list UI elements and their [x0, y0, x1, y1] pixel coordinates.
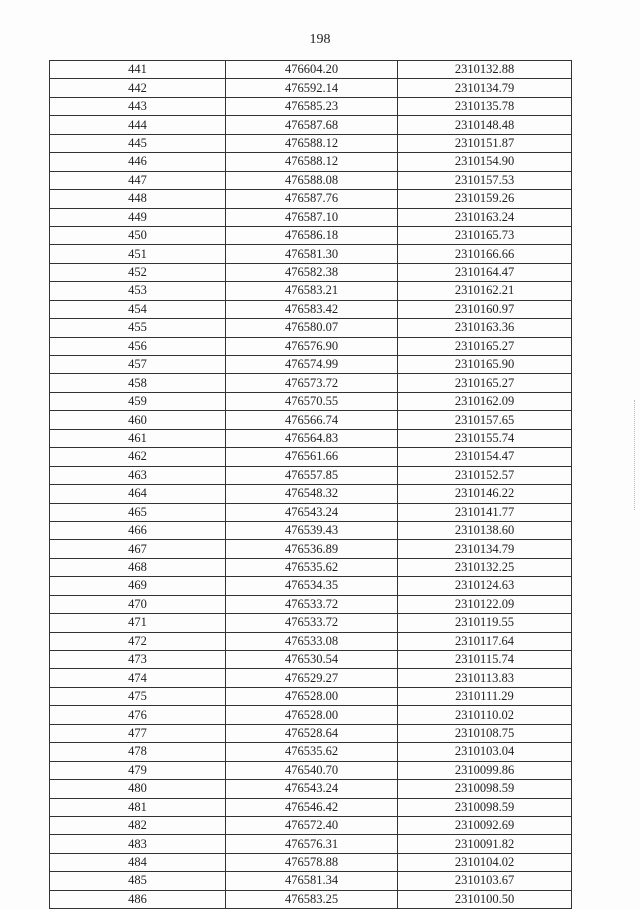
point-number-cell: 483: [50, 835, 226, 853]
point-number-cell: 447: [50, 171, 226, 189]
point-number-cell: 442: [50, 79, 226, 97]
y-coordinate-cell: 2310162.21: [398, 282, 572, 300]
point-number-cell: 486: [50, 890, 226, 908]
x-coordinate-cell: 476582.38: [226, 263, 398, 281]
table-row: [50, 485, 572, 503]
y-coordinate-cell: 2310111.29: [398, 687, 572, 705]
y-coordinate-cell: 2310151.87: [398, 134, 572, 152]
page-number: 198: [309, 32, 331, 47]
table-row: [50, 392, 572, 410]
point-number-cell: 445: [50, 134, 226, 152]
x-coordinate-cell: 476543.24: [226, 503, 398, 521]
y-coordinate-cell: 2310132.25: [398, 558, 572, 576]
x-coordinate-cell: 476588.12: [226, 153, 398, 171]
y-coordinate-cell: 2310165.90: [398, 356, 572, 374]
y-coordinate-cell: 2310160.97: [398, 300, 572, 318]
point-number-cell: 465: [50, 503, 226, 521]
table-row: [50, 521, 572, 539]
y-coordinate-cell: 2310115.74: [398, 651, 572, 669]
point-number-cell: 446: [50, 153, 226, 171]
table-row: [50, 632, 572, 650]
table-row: [50, 687, 572, 705]
y-coordinate-cell: 2310154.47: [398, 448, 572, 466]
x-coordinate-cell: 476586.18: [226, 226, 398, 244]
y-coordinate-cell: 2310134.79: [398, 79, 572, 97]
y-coordinate-cell: 2310166.66: [398, 245, 572, 263]
x-coordinate-cell: 476536.89: [226, 540, 398, 558]
point-number-cell: 441: [50, 61, 226, 79]
table-row: [50, 97, 572, 115]
x-coordinate-cell: 476588.12: [226, 134, 398, 152]
table-row: [50, 503, 572, 521]
point-number-cell: 484: [50, 853, 226, 871]
point-number-cell: 461: [50, 429, 226, 447]
y-coordinate-cell: 2310091.82: [398, 835, 572, 853]
y-coordinate-cell: 2310163.24: [398, 208, 572, 226]
x-coordinate-cell: 476543.24: [226, 780, 398, 798]
x-coordinate-cell: 476533.08: [226, 632, 398, 650]
y-coordinate-cell: 2310157.65: [398, 411, 572, 429]
x-coordinate-cell: 476548.32: [226, 485, 398, 503]
x-coordinate-cell: 476529.27: [226, 669, 398, 687]
point-number-cell: 472: [50, 632, 226, 650]
table-row: [50, 226, 572, 244]
y-coordinate-cell: 2310154.90: [398, 153, 572, 171]
table-row: [50, 79, 572, 97]
x-coordinate-cell: 476533.72: [226, 595, 398, 613]
coordinates-table: [49, 60, 572, 909]
y-coordinate-cell: 2310152.57: [398, 466, 572, 484]
table-row: [50, 595, 572, 613]
table-row: [50, 816, 572, 834]
table-row: [50, 890, 572, 908]
point-number-cell: 449: [50, 208, 226, 226]
table-row: [50, 208, 572, 226]
y-coordinate-cell: 2310141.77: [398, 503, 572, 521]
x-coordinate-cell: 476535.62: [226, 558, 398, 576]
table-row: [50, 780, 572, 798]
x-coordinate-cell: 476530.54: [226, 651, 398, 669]
point-number-cell: 478: [50, 743, 226, 761]
point-number-cell: 477: [50, 724, 226, 742]
point-number-cell: 470: [50, 595, 226, 613]
table-row: [50, 448, 572, 466]
y-coordinate-cell: 2310138.60: [398, 521, 572, 539]
point-number-cell: 456: [50, 337, 226, 355]
table-row: [50, 300, 572, 318]
x-coordinate-cell: 476528.00: [226, 687, 398, 705]
table-row: [50, 651, 572, 669]
y-coordinate-cell: 2310092.69: [398, 816, 572, 834]
x-coordinate-cell: 476533.72: [226, 614, 398, 632]
y-coordinate-cell: 2310134.79: [398, 540, 572, 558]
table-row: [50, 614, 572, 632]
y-coordinate-cell: 2310165.73: [398, 226, 572, 244]
x-coordinate-cell: 476561.66: [226, 448, 398, 466]
point-number-cell: 460: [50, 411, 226, 429]
y-coordinate-cell: 2310148.48: [398, 116, 572, 134]
x-coordinate-cell: 476539.43: [226, 521, 398, 539]
x-coordinate-cell: 476535.62: [226, 743, 398, 761]
x-coordinate-cell: 476546.42: [226, 798, 398, 816]
point-number-cell: 457: [50, 356, 226, 374]
point-number-cell: 443: [50, 97, 226, 115]
y-coordinate-cell: 2310122.09: [398, 595, 572, 613]
x-coordinate-cell: 476588.08: [226, 171, 398, 189]
table-row: [50, 411, 572, 429]
table-row: [50, 374, 572, 392]
y-coordinate-cell: 2310119.55: [398, 614, 572, 632]
table-row: [50, 835, 572, 853]
point-number-cell: 450: [50, 226, 226, 244]
table-row: [50, 558, 572, 576]
scan-edge-marks: [634, 400, 636, 510]
y-coordinate-cell: 2310135.78: [398, 97, 572, 115]
point-number-cell: 455: [50, 319, 226, 337]
point-number-cell: 467: [50, 540, 226, 558]
point-number-cell: 485: [50, 872, 226, 890]
table-row: [50, 669, 572, 687]
x-coordinate-cell: 476583.42: [226, 300, 398, 318]
point-number-cell: 459: [50, 392, 226, 410]
y-coordinate-cell: 2310110.02: [398, 706, 572, 724]
point-number-cell: 466: [50, 521, 226, 539]
point-number-cell: 458: [50, 374, 226, 392]
y-coordinate-cell: 2310117.64: [398, 632, 572, 650]
y-coordinate-cell: 2310155.74: [398, 429, 572, 447]
point-number-cell: 482: [50, 816, 226, 834]
x-coordinate-cell: 476580.07: [226, 319, 398, 337]
point-number-cell: 444: [50, 116, 226, 134]
table-row: [50, 337, 572, 355]
x-coordinate-cell: 476534.35: [226, 577, 398, 595]
y-coordinate-cell: 2310132.88: [398, 61, 572, 79]
y-coordinate-cell: 2310098.59: [398, 798, 572, 816]
table-row: [50, 153, 572, 171]
x-coordinate-cell: 476573.72: [226, 374, 398, 392]
x-coordinate-cell: 476557.85: [226, 466, 398, 484]
x-coordinate-cell: 476587.76: [226, 190, 398, 208]
point-number-cell: 468: [50, 558, 226, 576]
x-coordinate-cell: 476566.74: [226, 411, 398, 429]
y-coordinate-cell: 2310163.36: [398, 319, 572, 337]
point-number-cell: 462: [50, 448, 226, 466]
x-coordinate-cell: 476581.30: [226, 245, 398, 263]
table-row: [50, 706, 572, 724]
table-row: [50, 190, 572, 208]
table-row: [50, 319, 572, 337]
point-number-cell: 474: [50, 669, 226, 687]
point-number-cell: 481: [50, 798, 226, 816]
point-number-cell: 451: [50, 245, 226, 263]
table-row: [50, 540, 572, 558]
point-number-cell: 473: [50, 651, 226, 669]
table-row: [50, 134, 572, 152]
y-coordinate-cell: 2310146.22: [398, 485, 572, 503]
y-coordinate-cell: 2310159.26: [398, 190, 572, 208]
x-coordinate-cell: 476585.23: [226, 97, 398, 115]
point-number-cell: 469: [50, 577, 226, 595]
y-coordinate-cell: 2310100.50: [398, 890, 572, 908]
y-coordinate-cell: 2310113.83: [398, 669, 572, 687]
x-coordinate-cell: 476576.90: [226, 337, 398, 355]
x-coordinate-cell: 476576.31: [226, 835, 398, 853]
point-number-cell: 453: [50, 282, 226, 300]
y-coordinate-cell: 2310103.04: [398, 743, 572, 761]
point-number-cell: 480: [50, 780, 226, 798]
x-coordinate-cell: 476570.55: [226, 392, 398, 410]
x-coordinate-cell: 476587.68: [226, 116, 398, 134]
point-number-cell: 464: [50, 485, 226, 503]
x-coordinate-cell: 476574.99: [226, 356, 398, 374]
table-row: [50, 263, 572, 281]
table-row: [50, 171, 572, 189]
table-row: [50, 577, 572, 595]
point-number-cell: 454: [50, 300, 226, 318]
table-row: [50, 466, 572, 484]
table-row: [50, 429, 572, 447]
y-coordinate-cell: 2310098.59: [398, 780, 572, 798]
x-coordinate-cell: 476564.83: [226, 429, 398, 447]
table-row: [50, 116, 572, 134]
point-number-cell: 463: [50, 466, 226, 484]
y-coordinate-cell: 2310165.27: [398, 337, 572, 355]
point-number-cell: 452: [50, 263, 226, 281]
point-number-cell: 476: [50, 706, 226, 724]
x-coordinate-cell: 476581.34: [226, 872, 398, 890]
x-coordinate-cell: 476587.10: [226, 208, 398, 226]
point-number-cell: 479: [50, 761, 226, 779]
y-coordinate-cell: 2310164.47: [398, 263, 572, 281]
y-coordinate-cell: 2310162.09: [398, 392, 572, 410]
table-row: [50, 743, 572, 761]
x-coordinate-cell: 476578.88: [226, 853, 398, 871]
table-row: [50, 245, 572, 263]
y-coordinate-cell: 2310108.75: [398, 724, 572, 742]
table-row: [50, 61, 572, 79]
table-row: [50, 853, 572, 871]
y-coordinate-cell: 2310165.27: [398, 374, 572, 392]
x-coordinate-cell: 476583.21: [226, 282, 398, 300]
y-coordinate-cell: 2310099.86: [398, 761, 572, 779]
table-row: [50, 798, 572, 816]
x-coordinate-cell: 476604.20: [226, 61, 398, 79]
y-coordinate-cell: 2310157.53: [398, 171, 572, 189]
table-row: [50, 761, 572, 779]
x-coordinate-cell: 476572.40: [226, 816, 398, 834]
x-coordinate-cell: 476592.14: [226, 79, 398, 97]
x-coordinate-cell: 476540.70: [226, 761, 398, 779]
x-coordinate-cell: 476583.25: [226, 890, 398, 908]
x-coordinate-cell: 476528.64: [226, 724, 398, 742]
x-coordinate-cell: 476528.00: [226, 706, 398, 724]
point-number-cell: 471: [50, 614, 226, 632]
table-row: [50, 282, 572, 300]
y-coordinate-cell: 2310124.63: [398, 577, 572, 595]
table-row: [50, 872, 572, 890]
table-row: [50, 724, 572, 742]
point-number-cell: 448: [50, 190, 226, 208]
y-coordinate-cell: 2310103.67: [398, 872, 572, 890]
table-row: [50, 356, 572, 374]
point-number-cell: 475: [50, 687, 226, 705]
y-coordinate-cell: 2310104.02: [398, 853, 572, 871]
coordinates-table-body: [50, 61, 572, 909]
